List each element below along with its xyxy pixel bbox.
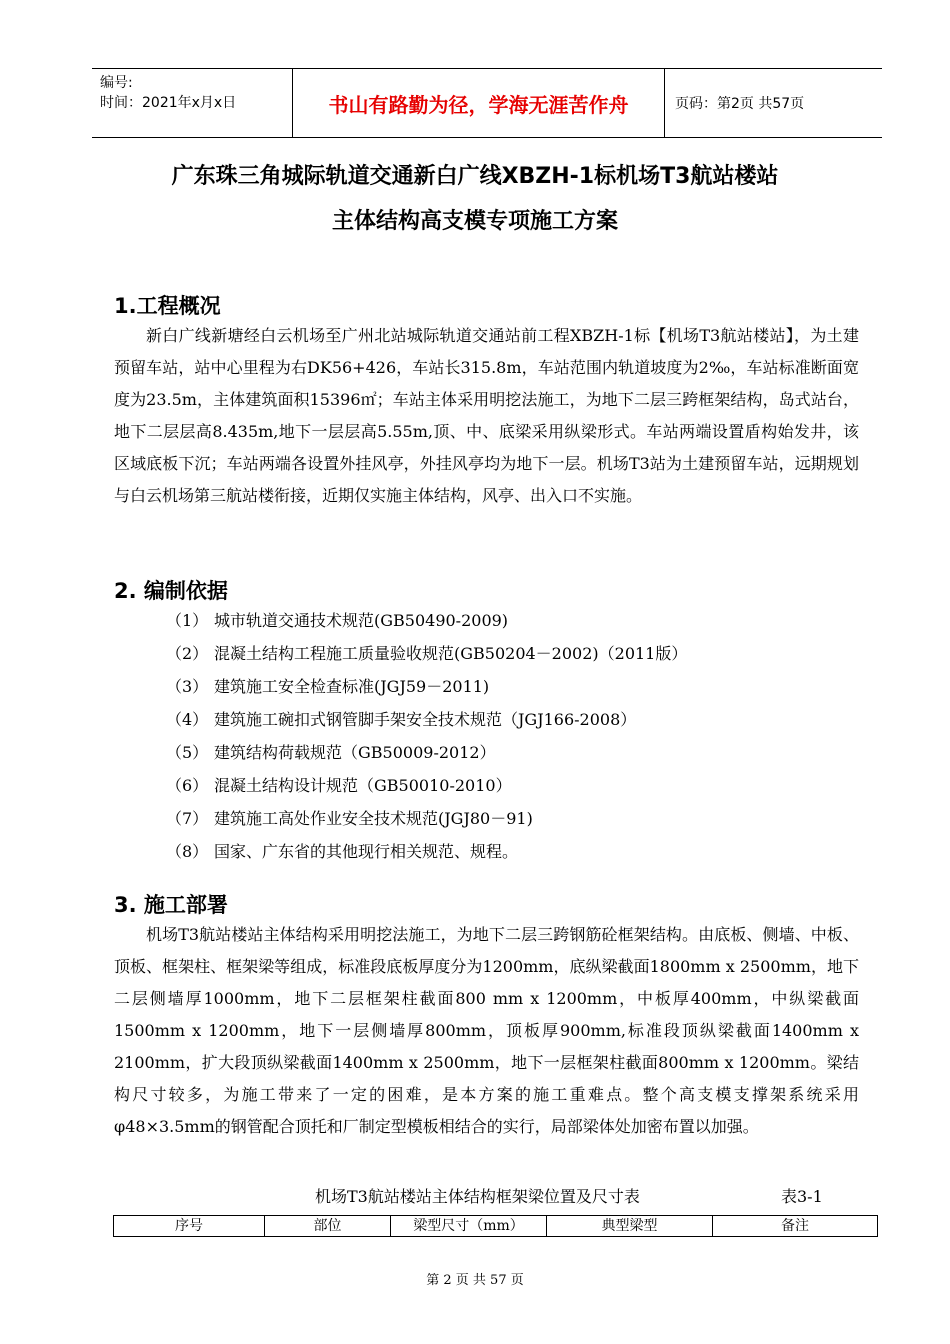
table-header-row [114, 1216, 878, 1237]
reference-text: 建筑施工安全检查标准(JGJ59－2011) [214, 677, 490, 696]
reference-item [166, 637, 687, 670]
column-header: 备注 [713, 1216, 878, 1237]
table-number: 表3-1 [781, 1187, 823, 1206]
reference-number: （4） [166, 710, 209, 729]
reference-item [166, 769, 687, 802]
column-header: 梁型尺寸（mm） [391, 1216, 547, 1237]
reference-number: （3） [166, 677, 209, 696]
reference-number: （5） [166, 743, 209, 762]
header-meta [92, 69, 292, 137]
header-motto: 书山有路勤为径，学海无涯苦作舟 [292, 69, 665, 137]
beam-table [113, 1215, 878, 1237]
header-time: 时间：2021年x月x日 [100, 95, 237, 111]
reference-list [166, 604, 687, 868]
table-caption: 机场T3航站楼站主体结构框架梁位置及尺寸表 [315, 1187, 640, 1206]
reference-text: 国家、广东省的其他现行相关规范、规程。 [214, 842, 519, 861]
reference-item [166, 604, 687, 637]
document-title-line2: 主体结构高支模专项施工方案 [331, 209, 618, 234]
page-footer: 第 2 页 共 57 页 [426, 1273, 524, 1288]
section3-heading: 3. 施工部署 [114, 893, 228, 917]
reference-text: 建筑施工高处作业安全技术规范(JGJ80－91) [214, 809, 533, 828]
column-header: 序号 [114, 1216, 265, 1237]
reference-number: （1） [166, 611, 209, 630]
reference-item [166, 670, 687, 703]
section2-heading: 2. 编制依据 [114, 579, 228, 603]
reference-item [166, 802, 687, 835]
reference-text: 建筑施工碗扣式钢管脚手架安全技术规范（JGJ166-2008） [214, 710, 637, 729]
reference-number: （6） [166, 776, 209, 795]
reference-number: （2） [166, 644, 209, 663]
header-number: 编号: [100, 75, 133, 91]
column-header: 典型梁型 [547, 1216, 713, 1237]
section3-text: 机场T3航站楼站主体结构采用明挖法施工，为地下二层三跨钢筋砼框架结构。由底板、侧墙、中板、顶板、框架柱、框架梁等组成，标准段底板厚度分为1200mm，底纵梁截面1800mm x 2500mm，地下二层侧墙厚1000mm，地下二层框架柱截面800 mm x 1200mm，中板厚400mm，中纵梁截面1500mm x 1200mm，地下一层侧墙厚800mm，顶板厚900mm,标准段顶纵梁截面1400mm x 2100mm，扩大段顶纵梁截面1400mm x 2500mm，地下一层框架柱截面800mm x 1200mm。梁结构尺寸较多，为施工带来了一定的困难，是本方案的施工重难点。整个高支模支撑架系统采用φ48×3.5mm的钢管配合顶托和厂制定型模板相结合的实行，局部梁体处加密布置以加强。 [114, 925, 859, 1136]
page-header [92, 68, 882, 138]
reference-item [166, 736, 687, 769]
reference-item [166, 703, 687, 736]
reference-text: 建筑结构荷载规范（GB50009-2012） [214, 743, 496, 762]
reference-number: （8） [166, 842, 209, 861]
header-page: 页码：第2页 共57页 [675, 96, 805, 112]
reference-text: 混凝土结构设计规范（GB50010-2010） [214, 776, 512, 795]
section1-heading: 1.工程概况 [114, 294, 221, 318]
document-title-line1: 广东珠三角城际轨道交通新白广线XBZH-1标机场T3航站楼站 [171, 164, 779, 189]
reference-text: 混凝土结构工程施工质量验收规范(GB50204－2002)（2011版） [214, 644, 688, 663]
reference-text: 城市轨道交通技术规范(GB50490-2009) [214, 611, 509, 630]
reference-number: （7） [166, 809, 209, 828]
section1-text: 新白广线新塘经白云机场至广州北站城际轨道交通站前工程XBZH-1标【机场T3航站楼站】，为土建预留车站，站中心里程为右DK56+426，车站长315.8m，车站范围内轨道坡度为2‰，车站标准断面宽度为23.5m，主体建筑面积15396㎡；车站主体采用明挖法施工，为地下二层三跨框架结构，岛式站台，地下二层层高8.435m,地下一层层高5.55m,顶、中、底梁采用纵梁形式。车站两端设置盾构始发井，该区域底板下沉；车站两端各设置外挂风亭，外挂风亭均为地下一层。机场T3站为土建预留车站，远期规划与白云机场第三航站楼衔接，近期仅实施主体结构，风亭、出入口不实施。 [114, 326, 859, 505]
column-header: 部位 [265, 1216, 391, 1237]
reference-item [166, 835, 687, 868]
